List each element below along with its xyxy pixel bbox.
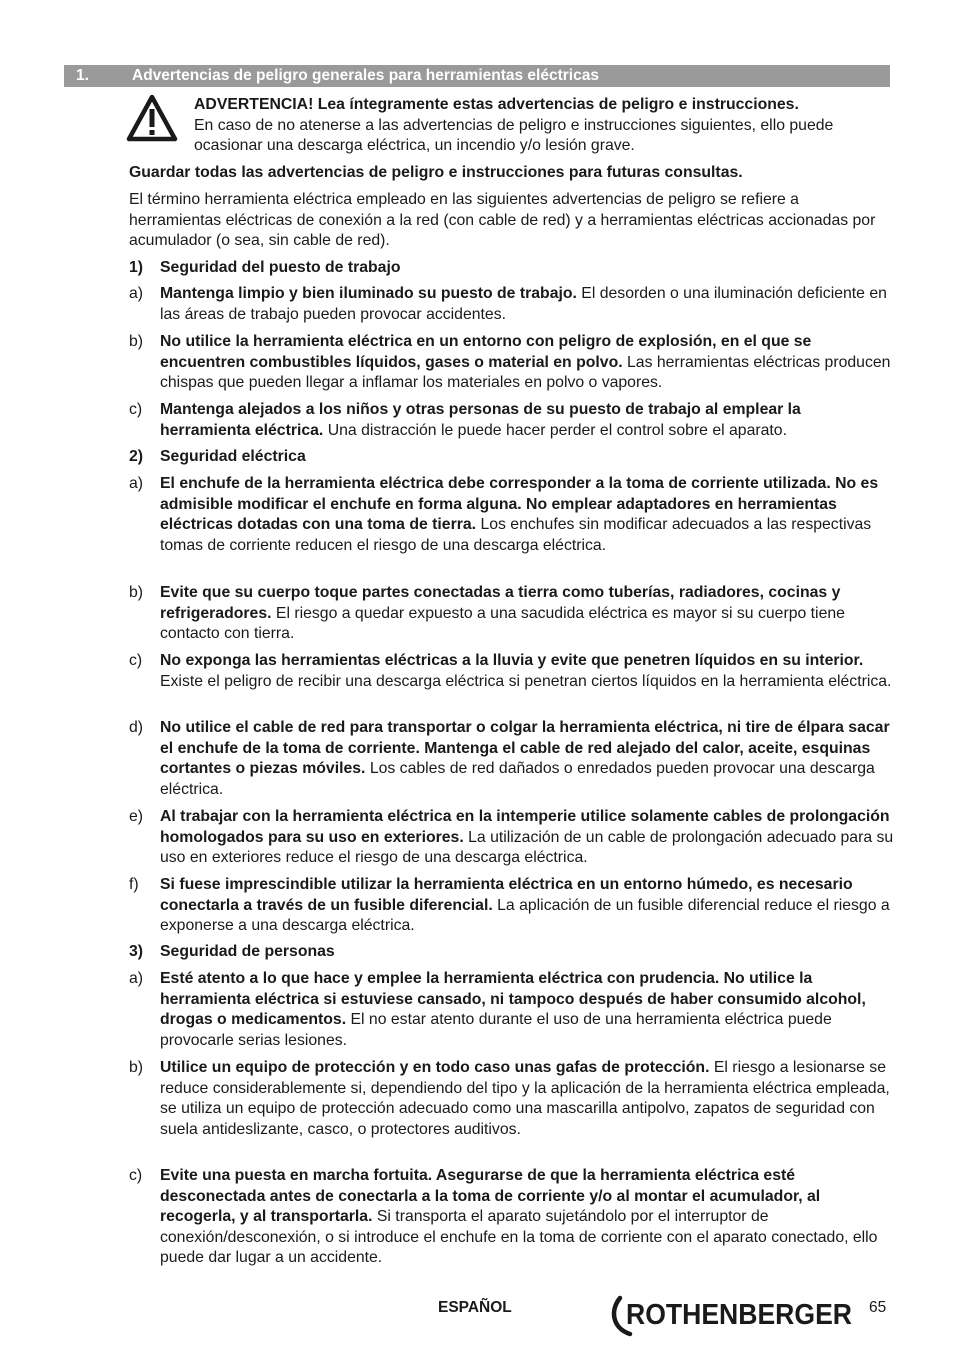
subsection-heading-1: 1) Seguridad del puesto de trabajo	[129, 259, 401, 276]
keep-notice: Guardar todas las advertencias de peligro e instrucciones para futuras consultas.	[129, 164, 743, 181]
list-item: b) Evite que su cuerpo toque partes conectadas a tierra como tuberías, radiadores, cocinas y refrigeradores. El riesgo a quedar expuesto a una sacudida eléctrica es mayor si su cuerpo tiene contacto con tierra.	[129, 584, 845, 642]
rothenberger-logo	[608, 1290, 856, 1338]
list-item: e) Al trabajar con la herramienta eléctrica en la intemperie utilice solamente cables de prolongación homologados para su uso en exteriores. La utilización de un cable de prolongación adecuado para su uso en exteriores reduce el riesgo de una descarga eléctrica.	[129, 808, 894, 866]
list-item: b) No utilice la herramienta eléctrica en un entorno con peligro de explosión, en el que se encuentren combustibles líquidos, gases o material en polvo. Las herramientas eléctricas producen chispas que pueden llegar a inflamar los materiales en polvo o vapores.	[129, 333, 891, 391]
page-number: 65	[869, 1299, 887, 1316]
warning-text: En caso de no atenerse a las advertencias de peligro e instrucciones siguientes, ello puede ocasionar una descarga eléctrica, un incendio y/o lesión grave.	[194, 116, 834, 154]
footer-language: ESPAÑOL	[438, 1299, 512, 1316]
subsection-heading-3: 3) Seguridad de personas	[129, 943, 335, 960]
subsection-heading-2: 2) Seguridad eléctrica	[129, 448, 306, 465]
list-item: b) Utilice un equipo de protección y en todo caso unas gafas de protección. El riesgo a lesionarse se reduce considerablemente si, dependiendo del tipo y la aplicación de la herramienta eléctrica empleada, se utiliza un equipo de protección adecuado como una mascarilla antipolvo, zapatos de seguridad con suela antideslizante, casco, o protectores auditivos.	[129, 1059, 890, 1138]
list-item: a) El enchufe de la herramienta eléctrica debe corresponder a la toma de corriente utilizada. No es admisible modificar el enchufe en forma alguna. No emplear adaptadores en herramientas eléctricas dotadas con una toma de tierra. Los enchufes sin modificar adecuados a las respectivas tomas de corriente reducen el riesgo de una descarga eléctrica.	[129, 475, 879, 554]
list-item: c) Mantenga alejados a los niños y otras personas de su puesto de trabajo al emplear la herramienta eléctrica. Una distracción le puede hacer perder el control sobre el aparato.	[129, 401, 801, 439]
list-item: a) Mantenga limpio y bien iluminado su puesto de trabajo. El desorden o una iluminación deficiente en las áreas de trabajo pueden provocar accidentes.	[129, 285, 887, 323]
list-item: c) No exponga las herramientas eléctricas a la lluvia y evite que penetren líquidos en su interior. Existe el peligro de recibir una descarga eléctrica si penetran ciertos líquidos en la herramienta eléctrica.	[129, 652, 892, 690]
list-item: d) No utilice el cable de red para transportar o colgar la herramienta eléctrica, ni tire de élpara sacar el enchufe de la toma de corriente. Mantenga el cable de red alejado del calor, aceite, esquinas cortantes o piezas móviles. Los cables de red dañados o enredados pueden provocar una descarga eléctrica.	[129, 719, 890, 798]
list-item: c) Evite una puesta en marcha fortuita. Asegurarse de que la herramienta eléctrica esté desconectada antes de conectarla a la toma de corriente y/o al montar el acumulador, al recogerla, y al transportarla. Si transporta el aparato sujetándolo por el interruptor de conexión/desconexión, o si introduce el enchufe en la toma de corriente con el aparato conectado, ello puede dar lugar a un accidente.	[129, 1167, 878, 1266]
warning-bold: ADVERTENCIA! Lea íntegramente estas advertencias de peligro e instrucciones.	[194, 96, 799, 113]
brand-wordmark: ROTHENBERGER	[626, 1299, 853, 1331]
warning-triangle-icon	[126, 94, 178, 142]
section-header	[64, 65, 890, 87]
list-item: a) Esté atento a lo que hace y emplee la herramienta eléctrica con prudencia. No utilice la herramienta eléctrica si estuviese cansado, ni tampoco después de haber consumido alcohol, drogas o medicamentos. El no estar atento durante el uso de una herramienta eléctrica puede provocarle serias lesiones.	[129, 970, 866, 1049]
section-number: 1.	[76, 67, 89, 84]
intro-paragraph: El término herramienta eléctrica empleado en las siguientes advertencias de peligro se refiere a herramientas eléctricas de conexión a la red (con cable de red) y a herramientas eléctricas accionadas por acumulador (o sea, sin cable de red).	[129, 191, 876, 249]
list-item: f) Si fuese imprescindible utilizar la herramienta eléctrica en un entorno húmedo, es necesario conectarla a través de un fusible diferencial. La aplicación de un fusible diferencial reduce el riesgo a exponerse a una descarga eléctrica.	[129, 876, 890, 934]
section-title: Advertencias de peligro generales para herramientas eléctricas	[132, 67, 599, 84]
warning-notice	[194, 95, 894, 157]
